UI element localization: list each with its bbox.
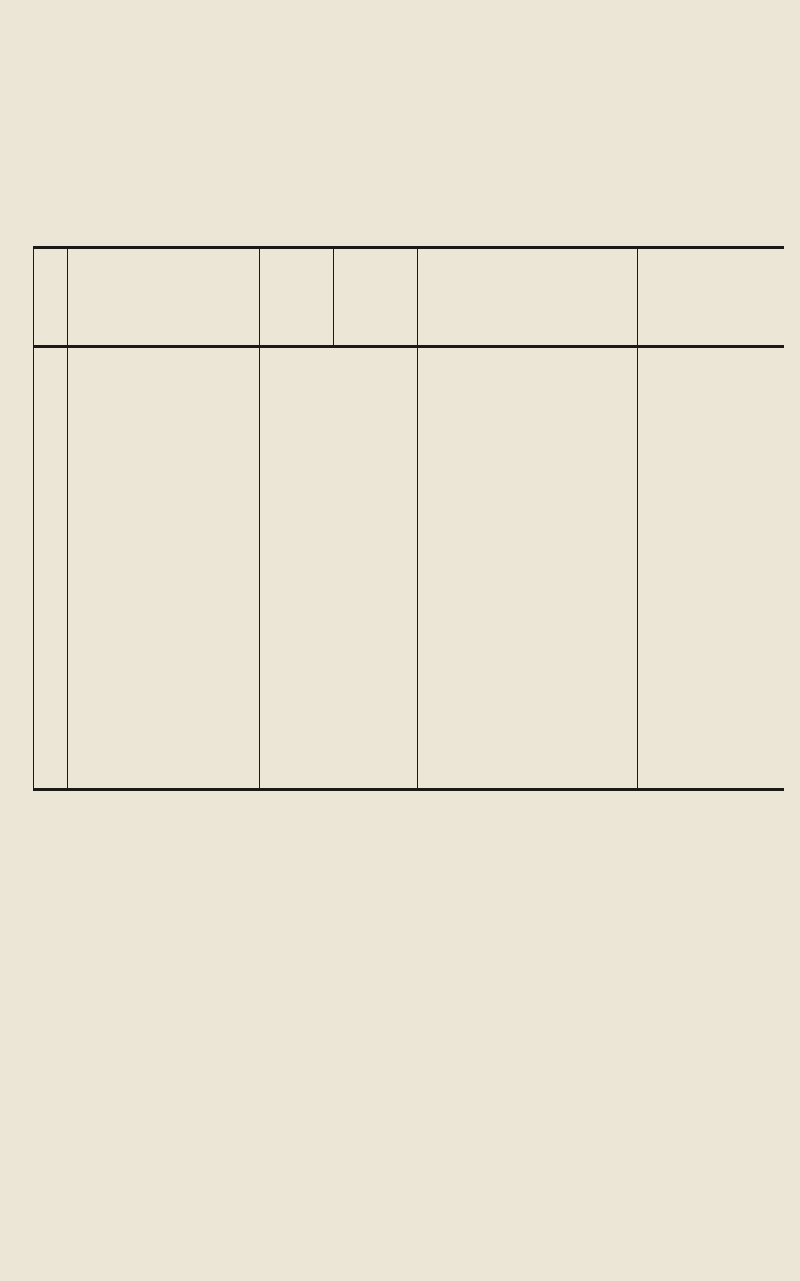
results-table bbox=[33, 246, 784, 791]
header-numero bbox=[33, 246, 67, 348]
header-duree bbox=[333, 246, 417, 348]
header-point-cryoscopique bbox=[259, 246, 333, 348]
